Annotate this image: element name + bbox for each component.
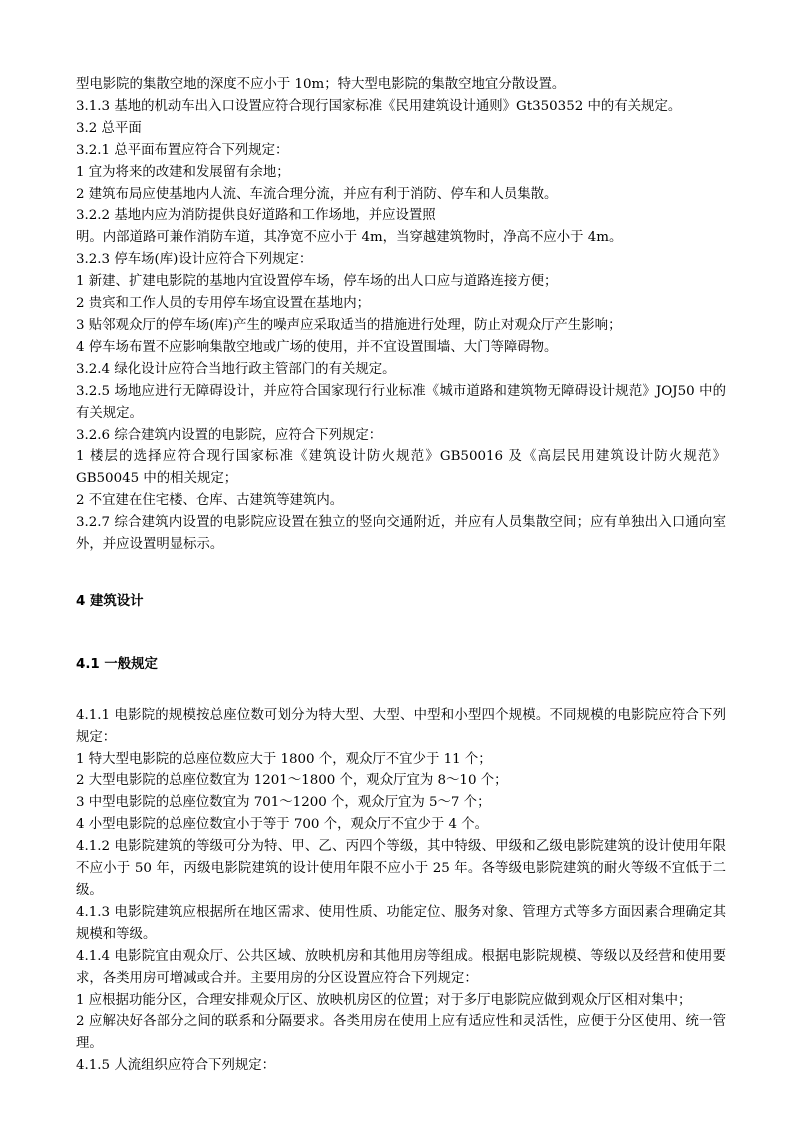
paragraph-4-1-2: 4.1.2 电影院建筑的等级可分为特、甲、乙、丙四个等级，其中特级、甲级和乙级电影院建筑的设计使用年限不应小于 50 年，丙级电影院建筑的设计使用年限不应小于 25 年。各等级电影院建筑的耐火等级不宜低于二级。	[76, 839, 726, 898]
paragraph-4-1-1: 4.1.1 电影院的规模按总座位数可划分为特大型、大型、中型和小型四个规模。不同规模的电影院应符合下列规定：	[76, 707, 726, 745]
text-line: 2 贵宾和工作人员的专用停车场宜设置在基地内；	[76, 296, 370, 312]
text-line: 3.1.3 基地的机动车出入口设置应符合现行国家标准《民用建筑设计通则》Gt350352 中的有关规定。	[76, 98, 682, 114]
text-line: 1 宜为将来的改建和发展留有余地；	[76, 164, 290, 180]
paragraph-4-1-4: 4.1.4 电影院宜由观众厅、公共区域、放映机房和其他用房等组成。根据电影院规模、等级以及经营和使用要求，各类用房可增减或合并。主要用房的分区设置应符合下列规定：	[76, 948, 726, 986]
text-line: 4 停车场布置不应影响集散空地或广场的使用，并不宜设置围墙、大门等障碍物。	[76, 339, 558, 355]
text-line: 1 特大型电影院的总座位数应大于 1800 个，观众厅不宜少于 11 个；	[76, 751, 492, 767]
paragraph-3-2-5: 3.2.5 场地应进行无障碍设计，并应符合国家现行行业标准《城市道路和建筑物无障碍设计规范》JOJ50 中的有关规定。	[76, 383, 726, 421]
paragraph-3-2-7: 3.2.7 综合建筑内设置的电影院应设置在独立的竖向交通附近，并应有人员集散空间；应有单独出入口通向室外，并应设置明显标示。	[76, 515, 726, 553]
text-line: 2 建筑布局应使基地内人流、车流合理分流，并应有利于消防、停车和人员集散。	[76, 186, 558, 202]
text-line: 1 新建、扩建电影院的基地内宜设置停车场，停车场的出人口应与道路连接方便；	[76, 274, 558, 290]
paragraph-4-1-4-2: 2 应解决好各部分之间的联系和分隔要求。各类用房在使用上应有适应性和灵活性，应便于分区使用、统一管理。	[76, 1014, 726, 1052]
paragraph-3-2-6-1: 1 楼层的选择应符合现行国家标准《建筑设计防火规范》GB50016 及《高层民用建筑设计防火规范》GB50045 中的相关规定；	[76, 449, 726, 487]
chapter-heading: 4 建筑设计	[76, 593, 144, 609]
text-line: 4 小型电影院的总座位数宜小于等于 700 个，观众厅不宜少于 4 个。	[76, 817, 489, 833]
text-line: 3.2.2 基地内应为消防提供良好道路和工作场地，并应设置照	[76, 208, 436, 224]
text-line: 明。内部道路可兼作消防车道，其净宽不应小于 4m，当穿越建筑物时，净高不应小于 4m。	[76, 230, 623, 246]
text-line: 2 不宜建在住宅楼、仓库、古建筑等建筑内。	[76, 493, 344, 509]
text-line: 3.2.4 绿化设计应符合当地行政主管部门的有关规定。	[76, 361, 396, 377]
text-line: 3.2.3 停车场(库)设计应符合下列规定：	[76, 252, 313, 268]
paragraph-4-1-3: 4.1.3 电影院建筑应根据所在地区需求、使用性质、功能定位、服务对象、管理方式等多方面因素合理确定其规模和等级。	[76, 904, 726, 942]
text-line: 3 中型电影院的总座位数宜为 701～1200 个，观众厅宜为 5～7 个；	[76, 795, 491, 811]
text-line: 3 贴邻观众厅的停车场(库)产生的噪声应采取适当的措施进行处理，防止对观众厅产生影响；	[76, 317, 622, 333]
text-line: 2 大型电影院的总座位数宜为 1201～1800 个，观众厅宜为 8～10 个；	[76, 773, 508, 789]
text-line: 4.1.5 人流组织应符合下列规定：	[76, 1058, 276, 1074]
text-line: 型电影院的集散空地的深度不应小于 10m；特大型电影院的集散空地宜分散设置。	[76, 77, 566, 92]
text-line: 3.2.1 总平面布置应符合下列规定：	[76, 142, 289, 158]
document-page	[76, 74, 726, 1077]
text-line: 1 应根据功能分区，合理安排观众厅区、放映机房区的位置；对于多厅电影院应做到观众厅区相对集中；	[76, 992, 692, 1008]
text-line: 3.2.6 综合建筑内设置的电影院，应符合下列规定：	[76, 427, 383, 443]
section-title: 3.2 总平面	[76, 120, 142, 136]
section-heading: 4.1 一般规定	[76, 656, 158, 672]
